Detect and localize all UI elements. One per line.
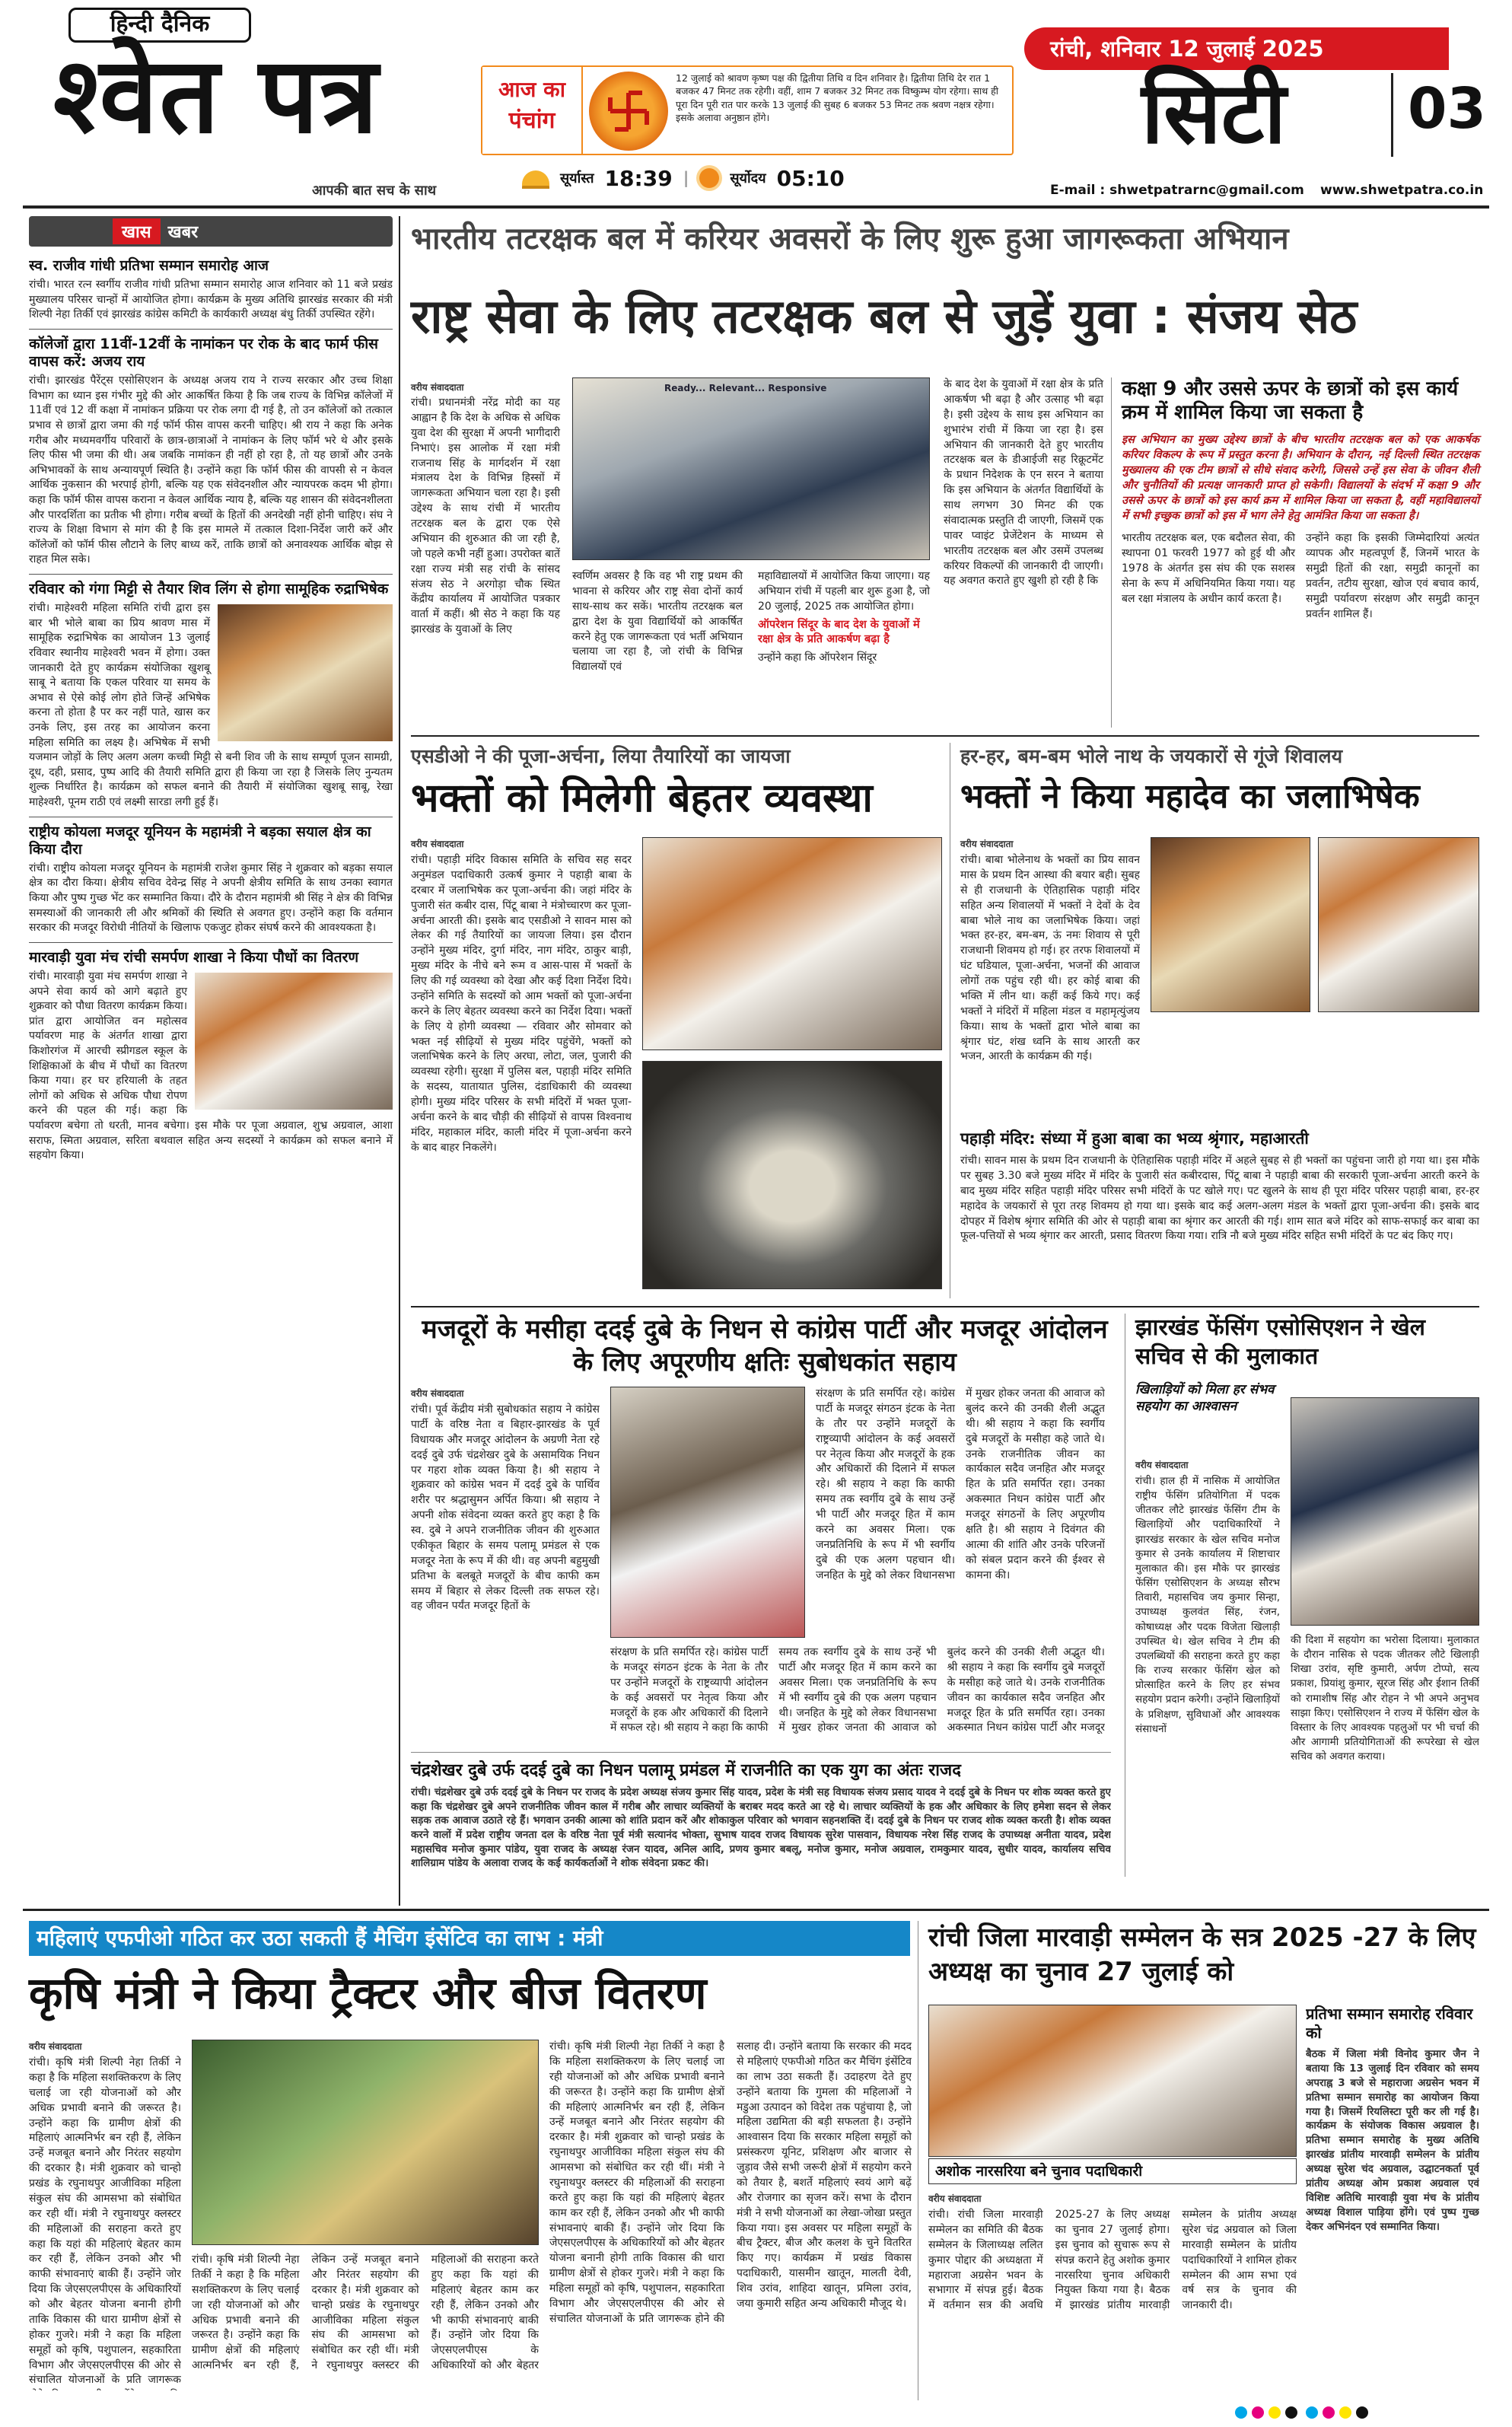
email: E-mail : shwetpatrarnc@gmail.com	[1050, 183, 1304, 198]
khas-story-4	[29, 823, 393, 936]
khas-story-5	[29, 949, 393, 1164]
registration-marks	[1233, 2406, 1461, 2422]
fencing-byline: वरीय संवाददाता	[1135, 1460, 1189, 1470]
dubey-tribute-photo	[610, 1387, 805, 1638]
sunrise-time: 05:10	[776, 165, 845, 191]
paper-name: श्वेत पत्र	[53, 34, 380, 157]
sdo-body: रांची। पहाड़ी मंदिर विकास समिति के सचिव सह सदर अनुमंडल पदाधिकारी उत्कर्ष कुमार ने पहाड़ी बाबा के दरबार में जलाभिषेक कर पूजा-अर्चना की। जहां मंदिर के पुजारी संत कबीर दास, पिंटू बाबा ने मंत्रोच्चारण कर पूजा-अर्चना आरती की। इसके बाद एसडीओ ने सावन मास को लेकर की गई तैयारियों का जायजा लिया। इस दौरान उन्होंने मुख्य मंदिर, दुर्गा मंदिर, नाग मंदिर, ठाकुर बाड़ी, मुख्य मंदिर के नीचे बने रूम व आस-पास में भक्तों के लिए की गई व्यवस्था को देखा और कई दिशा निर्देश दिये। उन्होंने समिति के सदस्यों को आम भक्तों को पूजा-अर्चना करने के लिए बेहतर व्यवस्था करने का निर्देश दिया। भक्तों के लिए ये होगी व्यवस्था — रविवार और सोमवार को भक्त नई सीढ़ियों से मुख्य मंदिर पहुंचेंगे, भक्तों को जलाभिषेक करने के लिए अरघा, लोटा, जल, पुजारी की व्यवस्था रहेगी। सुरक्षा में पुलिस बल, पहाड़ी मंदिर समिति के सदस्य, यातायात पुलिस, दंडाधिकारी की व्यवस्था होगी। मुख्य मंदिर परिसर के सभी मंदिरों में भक्त पूजा-अर्चना करने के बाद चौड़ी की सीढ़ियों से वापस विश्वनाथ मंदिर, महाकाल मंदिर, काली मंदिर में पूजा-अर्चना करने के बाद बाहर निकलेंगे।	[411, 854, 632, 1154]
marwari-byline: वरीय संवाददाता	[928, 2193, 982, 2204]
website: www.shwetpatra.co.in	[1320, 183, 1484, 198]
panchang-box	[481, 65, 1014, 155]
khas-label: खास	[113, 218, 161, 244]
lead-byline: वरीय संवाददाता	[411, 382, 464, 393]
khabar-label: खबर	[167, 223, 199, 242]
sunset-icon	[522, 170, 549, 186]
khas-khabar-bar	[29, 216, 393, 247]
panchang-label	[482, 67, 583, 154]
sunset-time: 18:39	[604, 165, 673, 191]
sdo-headline: भक्तों को मिलेगी बेहतर व्यवस्था	[411, 776, 873, 821]
lead-col1: रांची। प्रधानमंत्री नरेंद्र मोदी का यह आह्वान है कि देश के अधिक से अधिक युवा देश की सुरक्षा में अपनी भागीदारी निभाएं। इस आलोक में रक्षा मंत्री राजनाथ सिंह के मार्गदर्शन में रक्षा मंत्रालय देश के विभिन्न हिस्सों में जागरूकता अभियान चला रहा है। इसी उद्देश्य के साथ रांची में भारतीय तटरक्षक बल के द्वारा एक ऐसे अभियान की शुरुआत की जा रही है, जो पहले कभी नहीं हुआ। उपरोक्त बातें रक्षा राज्य मंत्री सह रांची के सांसद संजय सेठ ने अरगोड़ा चौक स्थित केंद्रीय कार्यालय में आयोजित पत्रकार वार्ता में कहीं। श्री सेठ ने कहा कि यह झारखंड के युवाओं के लिए	[411, 397, 560, 636]
plant-distribution-photo	[195, 973, 393, 1110]
panchang-text: 12 जुलाई को श्रावण कृष्ण पक्ष की द्वितीया तिथि व दिन शनिवार है। द्वितीया तिथि देर रात 1 बजकर 47 मिनट तक रहेगी। वहीं, शाम 7 बजकर 32 मिनट तक विष्कुम्भ योग रहेगा। साथ ही पूरा दिन पूरी रात पार करके 13 जुलाई की सुबह 6 बजकर 53 मिनट तक श्रवण नक्षत्र रहेगा। इसके अलावा अनुष्ठान होंगे।	[676, 72, 999, 123]
lead-col4: के बाद देश के युवाओं में रक्षा क्षेत्र के प्रति आकर्षण भी बढ़ा है और उत्साह भी बढ़ा है। इसी उद्देश्य के साथ इस अभियान का शुभारंभ रांची में किया जा रहा है। इस अभियान की जानकारी देते हुए भारतीय तटरक्षक बल के डीआईजी सह रिक्रूटमेंट के प्रधान निदेशक के एन सरन ने बताया कि इस अभियान के अंतर्गत विद्यार्थियों के साथ लगभग 30 मिनट की एक संवादात्मक प्रस्तुति दी जाएगी, जिसमें एक पावर प्वाइंट प्रेजेंटेशन के माध्यम से भारतीय तटरक्षक बल और उसमें उपलब्ध करियर विकल्पों की जानकारी दी जाएगी। यह अवगत कराते हुए खुशी हो रही है कि	[944, 378, 1103, 588]
swastik-icon	[589, 72, 668, 151]
khas-story-3	[29, 581, 393, 810]
story-body: रांची। राष्ट्रीय कोयला मजदूर यूनियन के महामंत्री राजेश कुमार सिंह ने शुक्रवार को बड़का सयाल क्षेत्र का दौरा किया। क्षेत्रीय सचिव देवेन्द्र सिंह ने अपनी क्षेत्रीय समिति के साथ उनका स्वागत किया और पुष्प गुच्छ भेंट कर सम्मानित किया। दौरे के दौरान महामंत्री श्री सिंह ने क्षेत्र की विभिन्न समस्याओं की जानकारी ली और श्रमिकों की स्थिति से अवगत हुए। उन्होंने कहा कि वर्तमान सरकार की मजदूर विरोधी नीतियों के खिलाफ एकजुट होकर संघर्ष करने की आवश्यकता है।	[29, 862, 393, 935]
sdo-story	[411, 743, 942, 1298]
fencing-tag: खिलाड़ियों को मिला हर संभव सहयोग का आश्वासन	[1135, 1382, 1275, 1415]
jalabhishek-photo-1	[1151, 837, 1310, 1012]
sdo-puja-photo	[642, 837, 942, 1050]
agri-body-right: रांची। कृषि मंत्री शिल्पी नेहा तिर्की ने कहा है कि महिला सशक्तिकरण के लिए चलाई जा रही योजनाओं को और अधिक प्रभावी बनाने की जरूरत है। उन्होंने कहा कि ग्रामीण क्षेत्रों की महिलाएं आत्मनिर्भर बन रही हैं, लेकिन उन्हें मजबूत बनाने और निरंतर सहयोग की दरकार है। मंत्री शुक्रवार को चान्हो प्रखंड के रघुनाथपुर आजीविका महिला संकुल संघ की आमसभा को संबोधित कर रही थीं। मंत्री ने रघुनाथपुर क्लस्टर की महिलाओं की सराहना करते हुए कहा कि यहां की महिलाएं बेहतर काम कर रही हैं, लेकिन उनको और भी काफी संभावनाएं बाकी हैं। उन्होंने जोर दिया कि जेएसएलपीएस के अधिकारियों को और बेहतर योजना बनानी होगी ताकि विकास की धारा ग्रामीण क्षेत्रों से होकर गुजरे। मंत्री ने कहा कि महिला समूहों को कृषि, पशुपालन, सहकारिता विभाग और जेएसएलपीएस की ओर से संचालित योजनाओं के प्रति जागरूक होने की सलाह दी। उन्होंने बताया कि सरकार की मदद से महिलाएं एफपीओ गठित कर मैचिंग इंसेंटिव का लाभ उठा सकती हैं। उदाहरण देते हुए उन्होंने बताया कि गुमला की महिलाओं ने मडुआ उत्पादन को विदेश तक पहुंचाया है, जो महिला उद्यमिता की बड़ी सफलता है। उन्होंने आश्वासन दिया कि सरकार महिला समूहों को प्रसंस्करण यूनिट, प्रशिक्षण और बाजार से जुड़ाव जैसे सभी जरूरी क्षेत्रों में सहयोग करने को तैयार है, बशर्ते महिलाएं स्वयं आगे बढ़ें और रोजगार का सृजन करें। सभा के दौरान मंत्री ने सभी योजनाओं का लेखा-जोखा प्रस्तुत किया गया। इस अवसर पर महिला समूहों के बीच ट्रैक्टर, बीज और कलश के चुने वितरित किए गए। कार्यक्रम में प्रखंड विकास पदाधिकारी, यासमीन खातून, मालती देवी, शिव उरांव, शाहिदा खातून, प्रमिला उरांव, जया कुमारी सहित अन्य अधिकारी मौजूद थे।	[549, 2040, 912, 2325]
panchang-label-top: आज का	[498, 77, 565, 102]
dubey-body-2: संरक्षण के प्रति समर्पित रहे। कांग्रेस पार्टी के मजदूर संगठन इंटक के नेता के तौर पर उन्होंने मजदूरों के राष्ट्रव्यापी आंदोलन के कई अवसरों पर नेतृत्व किया और मजदूरों के हक और अधिकारों की दिलाने में सफल रहे। श्री सहाय ने कहा कि काफी समय तक स्वर्गीय दुबे के साथ उन्हें भी पार्टी और मजदूर हित में काम करने का अवसर मिला। एक जनप्रतिनिधि के रूप में भी स्वर्गीय दुबे की एक अलग पहचान थी। जनहित के मुद्दे को लेकर विधानसभा में मुखर होकर जनता की आवाज को बुलंद करने की उनकी शैली अद्भुत थी। श्री सहाय ने कहा कि स्वर्गीय दुबे मजदूरों के मसीहा कहे जाते थे। उनके राजनीतिक जीवन का कार्यकाल सदैव जनहित और मजदूर हित के प्रति समर्पित रहा। उनका अकस्मात निधन कांग्रेस पार्टी और मजदूर	[610, 1646, 1105, 1734]
khas-story-2	[29, 336, 393, 568]
lead-subhead: ऑपरेशन सिंदूर के बाद देश के युवाओं में रक्षा क्षेत्र के प्रति आकर्षण बढ़ा है	[758, 618, 920, 646]
shiv-byline: वरीय संवाददाता	[960, 839, 1014, 849]
shiv-subhead: पहाड़ी मंदिर: संध्या में हुआ बाबा का भव्य श्रृंगार, महाआरती	[960, 1129, 1309, 1148]
dubey-headline: मजदूरों के मसीहा ददई दुबे के निधन से कांग्रेस पार्टी और मजदूर आंदोलन के लिए अपूरणीय क्षतिः सुबोधकांत सहाय	[422, 1314, 1108, 1378]
sidebar-intro: इस अभियान का मुख्य उद्देश्य छात्रों के बीच भारतीय तटरक्षक बल को एक आकर्षक करियर विकल्प के रूप में प्रस्तुत करना है। अभियान के दौरान, नई दिल्ली स्थित तटरक्षक मुख्यालय की एक टीम छात्रों से सीधे संवाद करेगी, जिससे उन्हें इस सेवा के जीवन शैली और चुनौतियों की प्रत्यक्ष जानकारी प्राप्त हो सकेगी। विद्यालयों के संदर्भ में कक्षा 9 और उससे ऊपर के छात्रों को इस कार्य क्रम में शामिल किया जा सकता है, वहीं महाविद्यालयों में सभी इच्छुक छात्रों को इस में भाग लेने हेतु आमंत्रित किया जा सकता है।	[1122, 434, 1479, 523]
fencing-story	[1135, 1314, 1479, 1877]
agri-body-mid: रांची। कृषि मंत्री शिल्पी नेहा तिर्की ने कहा है कि महिला सशक्तिकरण के लिए चलाई जा रही योजनाओं को और अधिक प्रभावी बनाने की जरूरत है। उन्होंने कहा कि ग्रामीण क्षेत्रों की महिलाएं आत्मनिर्भर बन रही हैं, लेकिन उन्हें मजबूत बनाने और निरंतर सहयोग की दरकार है। मंत्री शुक्रवार को चान्हो प्रखंड के रघुनाथपुर आजीविका महिला संकुल संघ की आमसभा को संबोधित कर रही थीं। मंत्री ने रघुनाथपुर क्लस्टर की महिलाओं की सराहना करते हुए कहा कि यहां की महिलाएं बेहतर काम कर रही हैं, लेकिन उनको और भी काफी संभावनाएं बाकी हैं। उन्होंने जोर दिया कि जेएसएलपीएस के अधिकारियों को और बेहतर	[192, 2253, 539, 2372]
lead-col3-text: महाविद्यालयों में आयोजित किया जाएगा। यह अभियान रांची में पहली बार शुरू हुआ है, जो 20 जुलाई, 2025 तक आयोजित होगा।	[758, 570, 930, 613]
khas-story-1	[29, 257, 393, 323]
marwari-caption-box	[928, 2158, 1297, 2184]
panchang-label-bottom: पंचांग	[508, 107, 555, 134]
agri-banner	[29, 1921, 910, 1956]
lead-sidebar	[1122, 377, 1479, 623]
tractor-distribution-photo	[192, 2040, 539, 2245]
lead-col2: स्वर्णिम अवसर है कि वह भी राष्ट्र प्रथम की भावना से करियर और राष्ट्र सेवा दोनों कार्य साथ-साथ कर सकें। भारतीय तटरक्षक बल द्वारा देश के युवा विद्यार्थियों को आकर्षित करने हेतु एक जागरूकता एवं भर्ती अभियान चलाया जा रहा है, जो रांची के विभिन्न विद्यालयों एवं	[572, 570, 743, 674]
pratibha-headline: प्रतिभा सम्मान समारोह रविवार को	[1306, 2005, 1473, 2042]
masthead	[0, 0, 1512, 204]
jalabhishek-photo-2	[1318, 837, 1479, 1012]
agri-byline: वरीय संवाददाता	[29, 2041, 82, 2052]
rjd-body: रांची। चंद्रशेखर दुबे उर्फ ददई दुबे के निधन पर राजद के प्रदेश अध्यक्ष संजय कुमार सिंह यादव, प्रदेश के मंत्री सह विधायक संजय प्रसाद यादव ने ददई दुबे के निधन पर शोक व्यक्त करते हुए कहा कि चंद्रशेखर दुबे अपने राजनीतिक जीवन काल में गरीब और लाचार व्यक्तियों के बराबर मदद करते आ रहे थे। लाचार व्यक्तियों के हक और अधिकार के लिए हमेशा सदन से लेकर सड़क तक आवाज उठाते रहे हैं। भगवान उनकी आत्मा को शांति प्रदान करें और शोकाकुल परिवार को भगवान सहनशक्ति दें। ददई दुबे के निधन पर राजद शोक व्यक्त करती है। शोक व्यक्त करने वालों में प्रदेश राष्ट्रीय जनता दल के वरिष्ठ नेता पूर्व मंत्री सत्यानंद भोक्ता, सुभाष यादव राजद विधायक सुरेश पासवान, विधायक नरेश सिंह राजद के उपाध्यक्ष अनीता यादव, प्रदेश महासचिव मनोज कुमार पांडेय, युवा राजद के अध्यक्ष रंजन यादव, अनिल आदि, प्रणय कुमार बबलू, मनोज कुमार, मनोज अग्रवाल, रामकुमार यादव, सुधीर यादव, कार्यालय सचिव शालिग्राम पांडेय के अलावा राजद के कई कार्यकर्ताओं ने शोक संवेदना प्रकट की।	[411, 1786, 1111, 1869]
lead-story	[411, 377, 1103, 720]
shiv-body: रांची। बाबा भोलेनाथ के भक्तों का प्रिय सावन मास के प्रथम दिन आस्था की बयार बही। सुबह से ही राजधानी के ऐतिहासिक पहाड़ी मंदिर सहित अन्य शिवालयों में भक्तों ने देवों के देव बाबा भोले नाथ का जलाभिषेक किया। जहां भक्त हर-हर, बम-बम, ऊं नमः शिवाय से पूरी राजधानी शिवमय हो गई। हर तरफ शिवालयों में घंट घडियाल, पूजा-अर्चना, भजनों की आवाज लोगों तक पहुंच रही थी। हर कोई बाबा की भक्ति में लीन था। कहीं कई किये गए। कई भक्तों ने मंदिरों में महिला मंडल व महामृत्युंजय किया। साथ के भक्तों द्वारा भोले बाबा का श्रृंगार घंट, शंख ध्वनि के साथ आरती कर भजन, आरती के कार्यक्रम की गई।	[960, 854, 1140, 1063]
marwari-story	[928, 1921, 1479, 2400]
sun-timings: सूर्यास्त 18:39 | सूर्योदय 05:10	[522, 163, 979, 193]
photo-banner: Ready... Relevant... Responsive	[664, 383, 827, 393]
story-headline: राष्ट्रीय कोयला मजदूर यूनियन के महामंत्री ने बड़का सयाल क्षेत्र का किया दौरा	[29, 823, 371, 858]
rjd-subhead: चंद्रशेखर दुबे उर्फ ददई दुबे का निधन पलामू प्रमंडल में राजनीति का एक युग का अंतः राजद	[411, 1761, 961, 1780]
dubey-byline: वरीय संवाददाता	[411, 1388, 464, 1399]
fencing-body-2: की दिशा में सहयोग का भरोसा दिलाया। मुलाकात के दौरान नासिक से पदक जीतकर लौटे खिलाड़ी शिखा उरांव, सृष्टि कुमारी, अर्पण टोप्पो, सत्य प्रकाश, प्रियांशु कुमार, सूरज सिंह और ईशान तिर्की को रामाशीष सिंह और रोहन ने भी अपने अनुभव साझा किए। एसोसिएशन ने राज्य में फेंसिंग खेल के विस्तार के लिए आवश्यक पहलुओं पर भी चर्चा की और आगामी प्रतियोगिताओं की रूपरेखा से खेल सचिव को अवगत कराया।	[1291, 1634, 1479, 1763]
dubey-body-2-top: संरक्षण के प्रति समर्पित रहे। कांग्रेस पार्टी के मजदूर संगठन इंटक के नेता के तौर पर उन्होंने मजदूरों के राष्ट्रव्यापी आंदोलन के कई अवसरों पर नेतृत्व किया और मजदूरों के हक और अधिकारों की दिलाने में सफल रहे। श्री सहाय ने कहा कि काफी समय तक स्वर्गीय दुबे के साथ उन्हें भी पार्टी और मजदूर हित में काम करने का अवसर मिला। एक जनप्रतिनिधि के रूप में भी स्वर्गीय दुबे की एक अलग पहचान थी। जनहित के मुद्दे को लेकर विधानसभा में मुखर होकर जनता की आवाज को बुलंद करने की उनकी शैली अद्भुत थी। श्री सहाय ने कहा कि स्वर्गीय दुबे मजदूरों के मसीहा कहे जाते थे। उनके राजनीतिक जीवन का कार्यकाल सदैव जनहित और मजदूर हित के प्रति समर्पित रहा। उनका अकस्मात निधन कांग्रेस पार्टी और मजदूर संगठनों के लिए अपूरणीय क्षति है। श्री सहाय ने दिवंगत की आत्मा की शांति और उनके परिजनों को संबल प्रदान करने की ईश्वर से कामना की।	[816, 1387, 1105, 1581]
sunrise-label: सूर्योदय	[730, 170, 766, 186]
story-body: रांची। झारखंड पैरेंट्स एसोसिएशन के अध्यक्ष अजय राय ने राज्य सरकार और उच्च शिक्षा विभाग का ध्यान इस गंभीर मुद्दे की ओर आकर्षित किया है कि जब राज्य के विभिन्न कॉलेजों में 11वीं एवं 12 वीं कक्षा में नामांकन प्रक्रिया पर रोक लगा दी गई है, तो उन कॉलेजों को तत्काल प्रभाव से छात्रों द्वारा जमा की गई फॉर्म फीस वापस करनी चाहिए। श्री राय ने कहा कि अनेक गरीब और मध्यमवर्गीय परिवारों के छात्र-छात्राओं ने नामांकन के लिए फॉर्म भरे थे और इसके लिए फीस भी जमा की थी। अब जबकि नामांकन ही नहीं हो रहा है, तो यह छात्रों और उनके अभिभावकों के साथ अन्यायपूर्ण स्थिति है। उन्होंने कहा कि फॉर्म फीस की वापसी से न केवल आर्थिक नुकसान की भरपाई होगी, बल्कि यह एक संवेदनशील और न्यायपरक कदम भी होगा। कहा कि फॉर्म फीस वापस कराना न केवल आर्थिक न्याय है, बल्कि यह शासन की संवेदनशीलता और पारदर्शिता का प्रतीक भी होगा। गरीब बच्चों के हितों की अनदेखी नहीं होनी चाहिए। संघ ने राज्य के शिक्षा विभाग से मांग की है कि इस मामले में तत्काल दिशा-निर्देश जारी करें और कॉलेजों को फॉर्म फीस लौटाने के लिए बाध्य करें, ताकि छात्रों को अनावश्यक आर्थिक बोझ से राहत मिल सके।	[29, 374, 393, 566]
khas-khabar-column	[29, 216, 393, 1906]
sidebar-col2: उन्होंने कहा कि इसकी जिम्मेदारियां अत्यंत व्यापक और महत्वपूर्ण हैं, जिनमें भारत के समुद्री हितों की रक्षा, समुद्री कानूनों का प्रवर्तन, तटीय सुरक्षा, खोज एवं बचाव कार्य, समुद्री पर्यावरण संरक्षण और समुद्री कानून प्रवर्तन शामिल हैं।	[1306, 532, 1479, 620]
section-title: सिटी	[1141, 64, 1287, 163]
coast-guard-press-photo	[572, 377, 930, 560]
marwari-caption: अशोक नारसरिया बने चुनाव पदाधिकारी	[935, 2163, 1143, 2180]
marwari-headline: रांची जिला मारवाड़ी सम्मेलन के सत्र 2025 -27 के लिए अध्यक्ष का चुनाव 27 जुलाई को	[928, 1922, 1476, 1987]
lead-col3-cont: उन्होंने कहा कि ऑपरेशन सिंदूर	[758, 651, 877, 664]
story-headline: मारवाड़ी युवा मंच रांची समर्पण शाखा ने किया पौधों का वितरण	[29, 948, 359, 966]
marwari-body: रांची। रांची जिला मारवाड़ी सम्मेलन का समिति की बैठक सम्मेलन के जिलाध्यक्ष ललित कुमार पोद्दार की अध्यक्षता में महाराजा अग्रसेन भवन के सभागार में संपन्न हुई। बैठक में वर्तमान सत्र की अवधि 2025-27 के लिए अध्यक्ष का चुनाव 27 जुलाई होगा। इस चुनाव को सुचारू रूप से संपन्न कराने हेतु अशोक कुमार नारसरिया चुनाव अधिकारी नियुक्त किया गया है। बैठक में झारखंड प्रांतीय मारवाड़ी सम्मेलन के प्रांतीय अध्यक्ष सुरेश चंद्र अग्रवाल को जिला मारवाड़ी सम्मेलन के प्रांतीय पदाधिकारियों ने शामिल होकर सम्मेलन की आम सभा एवं वर्ष सत्र के चुनाव की जानकारी दी।	[928, 2209, 1297, 2312]
shiv-sub-body: रांची। सावन मास के प्रथम दिन राजधानी के ऐतिहासिक पहाड़ी मंदिर में अहले सुबह से ही भक्तों का पहुंचना जारी हो गया था। इस मौके पर सुबह 3.30 बजे मुख्य मंदिर में मंदिर के पुजारी संत कबीरदास, पिंटू बाबा ने पहाड़ी बाबा की सरकारी पूजा-अर्चना आरती करने के बाद मुख्य मंदिर सहित पहाड़ी मंदिर परिसर सभी मंदिरों के पट खोले गए। पट खुलने के साथ ही पूरा मंदिर परिसर पहाड़ी बाबा, हर-हर महादेव के जयकारों से पूरा तरह शिवमय हो गया था। इसके बाद कई अलग-अलग मंडल के भक्तों द्वारा पूजा-अर्चना की। इसके बाद दोपहर में विशेष श्रृंगार समिति की ओर से पहाड़ी बाबा का श्रृंगार कर आरती की गई। शाम सात बजे मंदिर को साफ-सफाई कर बाबा का फूल-पत्तियों से भव्य श्रृंगार कर आरती, प्रसाद वितरण किया गया। रात्रि नौ बजे मुख्य मंदिर सहित सभी मंदिरों के पट बंद किए गए।	[960, 1155, 1479, 1243]
lead-col3	[758, 569, 930, 666]
sunrise-icon	[699, 168, 719, 188]
shiv-headline: भक्तों ने किया महादेव का जलाभिषेक	[960, 777, 1420, 816]
lead-headline: राष्ट्र सेवा के लिए तटरक्षक बल से जुड़ें युवा : संजय सेठ	[411, 288, 1358, 344]
sidebar-col1: भारतीय तटरक्षक बल, एक बदौलत सेवा, की स्थापना 01 फरवरी 1977 को हुई थी और 1978 के अंतर्गत इस संघ की एक सशस्त्र सेना के रूप में अधिनियमित किया गया। यह बल रक्षा मंत्रालय के अधीन कार्य करता है।	[1122, 532, 1295, 605]
pratibha-body: बैठक में जिला मंत्री विनोद कुमार जैन ने बताया कि 13 जुलाई दिन रविवार को समय अपराह्न 3 बजे से महाराजा अग्रसेन भवन में प्रतिभा सम्मान समारोह का आयोजन किया गया है। जिसमें रियलिस्टा पूरी कर ली गई है। कार्यक्रम के संयोजक विकास अग्रवाल है। प्रतिभा सम्मान समारोह के मुख्य अतिथि झारखंड प्रांतीय मारवाड़ी सम्मेलन के प्रांतीय अध्यक्ष सुरेश चंद अग्रवाल, उद्घाटनकर्ता पूर्व प्रांतीय अध्यक्ष ओम प्रकाश अग्रवाल एवं विशिष्ट अतिथि मारवाड़ी युवा मंच के प्रांतीय अध्यक्ष विशाल पाड़िया होंगे। एवं पुष्प गुच्छ देकर अभिनंदन एवं सम्मानित किया।	[1306, 2048, 1479, 2233]
story-headline: रविवार को गंगा मिट्टी से तैयार शिव लिंग से होगा सामूहिक रुद्राभिषेक	[29, 581, 389, 598]
fencing-team-photo	[1291, 1397, 1479, 1626]
tagline: आपकी बात सच के साथ	[312, 183, 437, 199]
sunset-label: सूर्यास्त	[560, 170, 594, 186]
sdo-byline: वरीय संवाददाता	[411, 839, 464, 849]
story-headline: स्व. राजीव गांधी प्रतिभा सम्मान समारोह आज	[29, 257, 269, 274]
shivling-photo	[218, 604, 393, 741]
agri-body-lead: रांची। कृषि मंत्री शिल्पी नेहा तिर्की ने कहा है कि महिला सशक्तिकरण के लिए चलाई जा रही योजनाओं को और अधिक प्रभावी बनाने की जरूरत है। उन्होंने कहा कि ग्रामीण क्षेत्रों की महिलाएं आत्मनिर्भर बन रही हैं, लेकिन उन्हें मजबूत बनाने और निरंतर सहयोग की दरकार है। मंत्री शुक्रवार को चान्हो प्रखंड के रघुनाथपुर आजीविका महिला संकुल संघ की आमसभा को संबोधित कर रही थीं। मंत्री ने रघुनाथपुर क्लस्टर की महिलाओं की सराहना करते हुए कहा कि यहां की महिलाएं बेहतर काम कर रही हैं, लेकिन उनको और भी काफी संभावनाएं बाकी हैं। उन्होंने जोर दिया कि जेएसएलपीएस के अधिकारियों को और बेहतर योजना बनानी होगी ताकि विकास की धारा ग्रामीण क्षेत्रों से होकर गुजरे। मंत्री ने कहा कि महिला समूहों को कृषि, पशुपालन, सहकारिता विभाग और जेएसएलपीएस की ओर से संचालित योजनाओं के प्रति जागरूक	[29, 2056, 181, 2387]
fencing-headline: झारखंड फेंसिंग एसोसिएशन ने खेल सचिव से की मुलाकात	[1135, 1314, 1426, 1370]
pratibha-sidebar	[1306, 2005, 1479, 2393]
sidebar-headline: कक्षा 9 और उससे ऊपर के छात्रों को इस कार्य क्रम में शामिल किया जा सकता है	[1122, 377, 1459, 425]
story-body: रांची। मारवाड़ी युवा मंच समर्पण शाखा ने अपने सेवा कार्य को आगे बढ़ाते हुए शुक्रवार को पौधा वितरण कार्यक्रम किया। प्रांत द्वारा आयोजित वन महोत्सव पर्यावरण माह के अंतर्गत शाखा द्वारा किशोरगंज में आरची स्प्रीगडल स्कूल के शिक्षिकाओं के बीच में पौधों का वितरण किया गया। हर घर हरियाली के तहत लोगों को अधिक से अधिक पौधा रोपण करने की पहल की गई। कहा कि पर्यावरण बचेगा तो धरती, मानव बचेगा। इस मौके पर पूजा अग्रवाल, शुभ्र अग्रवाल, आशा सराफ, स्मिता अग्रवाल, सरिता बथवाल सहित अन्य सदस्यों ने कार्यक्रम को सफल बनाने में सहयोग किया।	[29, 970, 393, 1162]
fencing-body-1: रांची। हाल ही में नासिक में आयोजित राष्ट्रीय फेंसिंग प्रतियोगिता में पदक जीतकर लौटे झारखंड फेंसिंग टीम के खिलाड़ियों और पदाधिकारियों ने झारखंड सरकार के खेल सचिव मनोज कुमार से उनके कार्यालय में शिष्टाचार मुलाकात की। इस मौके पर झारखंड फेंसिंग एसोसिएशन के अध्यक्ष सौरभ तिवारी, महासचिव जय कुमार सिन्हा, उपाध्यक्ष कुलवंत सिंह, रंजन, कोषाध्यक्ष और पदक विजेता खिलाड़ी उपस्थित थे। खेल सचिव ने टीम की उपलब्धियों की सराहना करते हुए कहा कि राज्य सरकार फेंसिंग खेल को प्रोत्साहित करने के लिए हर संभव सहयोग प्रदान करेगी। उन्होंने खिलाड़ियों के प्रशिक्षण, सुविधाओं और आवश्यक संसाधनों	[1135, 1475, 1280, 1735]
marwari-meeting-photo	[928, 2005, 1297, 2157]
story-headline: कॉलेजों द्वारा 11वीं-12वीं के नामांकन पर रोक के बाद फार्म फीस वापस करें: अजय राय	[29, 335, 378, 371]
dubey-story	[411, 1314, 1119, 1877]
page-number: 03	[1408, 76, 1486, 142]
dateline: रांची, शनिवार 12 जुलाई 2025	[1050, 36, 1324, 62]
shiv-kicker: हर-हर, बम-बम भोले नाथ के जयकारों से गूंजे शिवालय	[960, 745, 1343, 767]
agri-headline: कृषि मंत्री ने किया ट्रैक्टर और बीज वितरण	[29, 1967, 707, 2019]
dubey-body-1: रांची। पूर्व केंद्रीय मंत्री सुबोधकांत सहाय ने कांग्रेस पार्टी के वरिष्ठ नेता व बिहार-झारखंड के पूर्व विधायक और मजदूर आंदोलन के अग्रणी नेता रहे ददई दुबे उर्फ चंद्रशेखर दुबे के असामयिक निधन पर गहरा शोक व्यक्त किया है। श्री सहाय ने शुक्रवार को कांग्रेस भवन में ददई दुबे के पार्थिव शरीर पर श्रद्धासुमन अर्पित किया। श्री सहाय ने अपनी शोक संवेदना व्यक्त करते हुए कहा है कि स्व. दुबे ने अपने राजनीतिक जीवन की शुरुआत एकीकृत बिहार के समय पलामू प्रमंडल से एक मजदूर नेता के रूप में की थी। वह अपनी बहुमुखी प्रतिभा के बलबूते मजदूरों के बीच काफी कम समय में बिहार से लेकर दिल्ली तक सफल रहे। वह जीवन पर्यंत मजदूर हितों के	[411, 1403, 600, 1613]
masthead-kicker: हिन्दी दैनिक	[68, 8, 251, 43]
agri-kicker: महिलाएं एफपीओ गठित कर उठा सकती हैं मैचिंग इंसेंटिव का लाभ : मंत्री	[37, 1925, 603, 1951]
agri-story	[29, 2040, 912, 2397]
shiv-story	[960, 743, 1479, 1298]
story-body: रांची। भारत रत्न स्वर्गीय राजीव गांधी प्रतिभा सम्मान समारोह आज शनिवार को 11 बजे प्रखंड मुख्यालय परिसर चान्हों में आयोजित होगा। कार्यक्रम के मुख्य अतिथि झारखंड सरकार की मंत्री शिल्पी नेहा तिर्की एवं झारखंड कांग्रेस कमिटी के कार्यकारी अध्यक्ष बंधु तिर्की उपस्थित रहेंगे।	[29, 279, 393, 321]
shivling-decorated-photo	[642, 1061, 942, 1289]
sdo-kicker: एसडीओ ने की पूजा-अर्चना, लिया तैयारियों का जायजा	[411, 745, 791, 767]
story-body: रांची। माहेश्वरी महिला समिति रांची द्वारा इस बार भी भोले बाबा का प्रिय श्रावण मास में सामूहिक रुद्राभिषेक का आयोजन 13 जुलाई रविवार स्थानीय माहेश्वरी भवन में होगा। उक्त जानकारी देते हुए कार्यक्रम संयोजिका खुशबू साबू ने बताया कि एकल परिवार या समय के अभाव से ऐसे कोई लोग होते जिन्हें अभिषेक करना तो होता है पर कर नहीं पाते, खास कर उनके लिए, इस तरह का आयोजन करना महिला समिति का लक्ष्य है। अभिषेक में सभी यजमान जोड़ों के लिए अलग अलग कच्ची मिट्टी से बनी शिव जी के साथ सम्पूर्ण पूजन सामग्री, दूध, दही, प्रसाद, पुष्प आदि की तैयारी समिति द्वारा ही किया जा रहा है जिसके लिए नुन्यतम शुल्क निर्धारित है। कार्यक्रम को सफल बनाने की तैयारी में संयोजिका खुशबू साबू, रेखा माहेश्वरी, पूनम राठी एवं लक्ष्मी सारडा लगी हुई हैं।	[29, 602, 393, 808]
lead-kicker: भारतीय तटरक्षक बल में करियर अवसरों के लिए शुरू हुआ जागरूकता अभियान	[411, 221, 1289, 256]
